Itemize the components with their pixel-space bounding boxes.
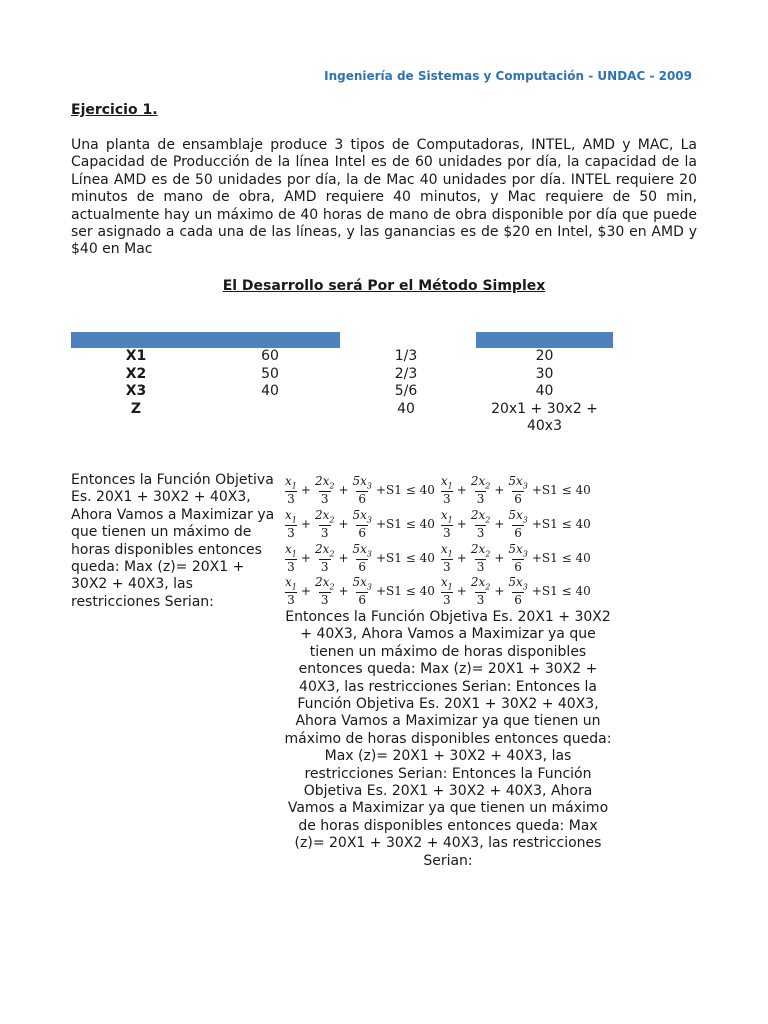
exercise-title: Ejercicio 1. xyxy=(71,102,158,118)
table-header-bar-left xyxy=(71,332,340,348)
plus-sign: + xyxy=(494,482,505,497)
fraction-x1: $\frac{x_1}{3}$ xyxy=(285,508,297,540)
fraction-x3: $\frac{5x_3}{6}$ xyxy=(508,508,528,540)
table-cell-capacity: 40 xyxy=(261,383,279,399)
plus-sign: + xyxy=(300,482,311,497)
table-cell-profit: 20 xyxy=(535,348,554,364)
plus-sign: + xyxy=(456,516,467,531)
constraint-inequality xyxy=(283,576,437,605)
plus-sign: + xyxy=(300,583,311,598)
plus-sign: + xyxy=(338,516,349,531)
table-cell-var: X2 xyxy=(125,366,147,382)
equation-row xyxy=(283,473,618,507)
table-cell-objective: 20x1 + 30x2 + 40x3 xyxy=(491,401,598,435)
fraction-x3: $\frac{5x_3}{6}$ xyxy=(352,575,372,607)
slack-bound: +S1 ≤ 40 xyxy=(376,516,435,531)
table-cell-profit: 40 xyxy=(535,383,554,399)
slack-bound: +S1 ≤ 40 xyxy=(531,583,591,598)
fraction-x2: $\frac{2x_2}{3}$ xyxy=(314,542,335,574)
problem-statement: Una planta de ensamblaje produce 3 tipos de Computadoras, INTEL, AMD y MAC, La Capacidad de Producción de la línea Intel es de 60 unidades por día, la capacidad de la Línea AMD es de 50 unidades por día, la de Mac 40 unidades por día. INTEL requiere 20 minutos de mano de obra, AMD requiere 40 minutos, y Mac requiere de 50 min, actualmente hay un máximo de 40 horas de mano de obra disponible por día que puede ser asignado a cada una de las líneas, y las ganancias es de $20 en Intel, $30 en AMD y $40 en Mac xyxy=(71,137,697,258)
fraction-x3: $\frac{5x_3}{6}$ xyxy=(508,474,528,506)
table-cell-capacity: 60 xyxy=(261,348,279,364)
slack-bound: +S1 ≤ 40 xyxy=(531,482,591,497)
equation-row xyxy=(283,541,618,575)
table-cell-fraction: 40 xyxy=(397,401,415,417)
objective-explanation-right: Entonces la Función Objetiva Es. 20X1 + 30X2 + 40X3, Ahora Vamos a Maximizar ya que tienen un máximo de horas disponibles entonces queda: Max (z)= 20X1 + 30X2 + 40X3, las restricciones Serian: Entonces la Función Objetiva Es. 20X1 + 30X2 + 40X3, Ahora Vamos a Maximizar ya que tienen un máximo de horas disponibles entonces queda: Max (z)= 20X1 + 30X2 + 40X3, las restricciones Serian: Entonces la Función Objetiva Es. 20X1 + 30X2 + 40X3, Ahora Vamos a Maximizar ya que tienen un máximo de horas disponibles entonces queda: Max (z)= 20X1 + 30X2 + 40X3, las restricciones Serian: xyxy=(284,609,612,869)
table-cell-var: X3 xyxy=(125,383,147,399)
fraction-x2: $\frac{2x_2}{3}$ xyxy=(470,575,491,607)
fraction-x1: $\frac{x_1}{3}$ xyxy=(440,575,453,607)
constraint-inequality xyxy=(439,475,593,504)
fraction-x1: $\frac{x_1}{3}$ xyxy=(285,542,297,574)
fraction-x3: $\frac{5x_3}{6}$ xyxy=(352,474,372,506)
slack-bound: +S1 ≤ 40 xyxy=(531,550,591,565)
table-cell-var: X1 xyxy=(125,348,147,364)
fraction-x3: $\frac{5x_3}{6}$ xyxy=(352,542,372,574)
constraint-inequality xyxy=(439,543,593,572)
fraction-x2: $\frac{2x_2}{3}$ xyxy=(470,474,491,506)
slack-bound: +S1 ≤ 40 xyxy=(376,550,435,565)
table-header-bar-right xyxy=(476,332,613,348)
fraction-x2: $\frac{2x_2}{3}$ xyxy=(314,508,335,540)
plus-sign: + xyxy=(300,516,311,531)
objective-explanation-left: Entonces la Función Objetiva Es. 20X1 + 30X2 + 40X3, Ahora Vamos a Maximizar ya que tienen un máximo de horas disponibles entonces queda: Max (z)= 20X1 + 30X2 + 40X3, las restricciones Serian: xyxy=(71,472,275,610)
constraint-inequality xyxy=(439,576,593,605)
fraction-x1: $\frac{x_1}{3}$ xyxy=(440,542,453,574)
fraction-x2: $\frac{2x_2}{3}$ xyxy=(470,508,491,540)
page-header: Ingeniería de Sistemas y Computación - UNDAC - 2009 xyxy=(324,69,692,83)
plus-sign: + xyxy=(456,550,467,565)
plus-sign: + xyxy=(300,550,311,565)
fraction-x3: $\frac{5x_3}{6}$ xyxy=(352,508,372,540)
plus-sign: + xyxy=(338,583,349,598)
fraction-x2: $\frac{2x_2}{3}$ xyxy=(470,542,491,574)
equation-row xyxy=(283,507,618,541)
fraction-x3: $\frac{5x_3}{6}$ xyxy=(508,542,528,574)
plus-sign: + xyxy=(494,583,505,598)
fraction-x2: $\frac{2x_2}{3}$ xyxy=(314,575,335,607)
fraction-x2: $\frac{2x_2}{3}$ xyxy=(314,474,335,506)
constraint-inequality xyxy=(283,543,437,572)
table-cell-var: Z xyxy=(130,401,142,417)
table-cell-fraction: 1/3 xyxy=(394,348,418,364)
table-cell-capacity: 50 xyxy=(261,366,279,382)
fraction-x1: $\frac{x_1}{3}$ xyxy=(440,474,453,506)
table-cell-fraction: 5/6 xyxy=(394,383,418,399)
plus-sign: + xyxy=(494,550,505,565)
method-title: El Desarrollo será Por el Método Simplex xyxy=(222,278,546,294)
table-cell-fraction: 2/3 xyxy=(394,366,418,382)
plus-sign: + xyxy=(338,550,349,565)
slack-bound: +S1 ≤ 40 xyxy=(531,516,591,531)
fraction-x1: $\frac{x_1}{3}$ xyxy=(285,474,297,506)
constraint-inequality xyxy=(439,509,593,538)
fraction-x1: $\frac{x_1}{3}$ xyxy=(285,575,297,607)
slack-bound: +S1 ≤ 40 xyxy=(376,583,435,598)
equation-row xyxy=(283,574,618,608)
constraint-inequality xyxy=(283,475,437,504)
fraction-x3: $\frac{5x_3}{6}$ xyxy=(508,575,528,607)
table-cell-profit: 30 xyxy=(535,366,554,382)
fraction-x1: $\frac{x_1}{3}$ xyxy=(440,508,453,540)
constraint-inequality xyxy=(283,509,437,538)
plus-sign: + xyxy=(456,482,467,497)
slack-bound: +S1 ≤ 40 xyxy=(376,482,435,497)
plus-sign: + xyxy=(338,482,349,497)
plus-sign: + xyxy=(456,583,467,598)
plus-sign: + xyxy=(494,516,505,531)
